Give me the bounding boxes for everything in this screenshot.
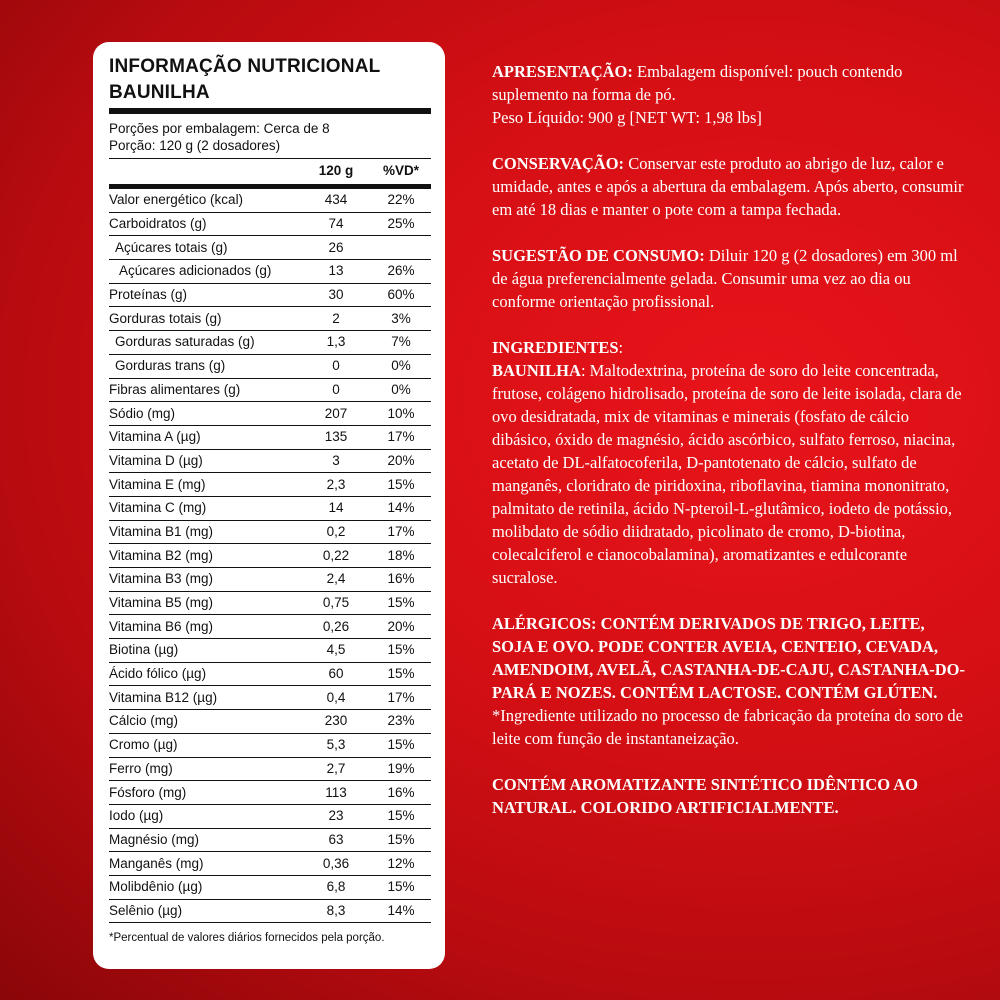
nutrient-vd: 3% (371, 307, 431, 331)
nutrient-qty: 230 (301, 710, 371, 734)
nutrient-name: Vitamina B12 (µg) (109, 686, 301, 710)
apresentacao-label: APRESENTAÇÃO: (492, 62, 633, 81)
ingredientes-label: INGREDIENTES (492, 338, 619, 357)
nutrient-qty: 2,3 (301, 473, 371, 497)
nutrient-vd: 17% (371, 425, 431, 449)
nutrient-name: Açúcares adicionados (g) (109, 260, 301, 284)
table-row (109, 354, 431, 378)
nutrition-table (109, 158, 431, 923)
conservacao-section (492, 152, 967, 221)
nutrient-qty: 26 (301, 236, 371, 260)
table-header-row (109, 159, 431, 187)
table-row (109, 757, 431, 781)
nutrient-qty: 6,8 (301, 875, 371, 899)
nutrient-name: Vitamina D (µg) (109, 449, 301, 473)
table-row (109, 781, 431, 805)
table-row (109, 260, 431, 284)
nutrient-vd: 18% (371, 544, 431, 568)
nutrient-qty: 0,2 (301, 520, 371, 544)
nutrient-name: Vitamina B6 (mg) (109, 615, 301, 639)
nutrient-vd: 25% (371, 212, 431, 236)
nutrient-qty: 14 (301, 496, 371, 520)
nutrient-vd: 16% (371, 568, 431, 592)
nutrient-name: Vitamina C (mg) (109, 496, 301, 520)
nutrient-name: Vitamina A (µg) (109, 425, 301, 449)
nutrient-vd: 0% (371, 354, 431, 378)
nutrient-name: Vitamina B3 (mg) (109, 568, 301, 592)
table-row (109, 283, 431, 307)
nutrient-vd: 15% (371, 733, 431, 757)
nutrition-facts-panel (93, 42, 445, 969)
nutrient-qty: 30 (301, 283, 371, 307)
nutrient-vd: 20% (371, 449, 431, 473)
serving-size: Porção: 120 g (2 dosadores) (109, 138, 281, 153)
nutrient-name: Gorduras totais (g) (109, 307, 301, 331)
nutrient-name: Selênio (µg) (109, 899, 301, 923)
header-qty: 120 g (301, 159, 371, 187)
table-row (109, 212, 431, 236)
nutrient-name: Biotina (µg) (109, 639, 301, 663)
nutrient-vd: 14% (371, 899, 431, 923)
table-row (109, 899, 431, 923)
nutrient-name: Gorduras saturadas (g) (109, 331, 301, 355)
header-nutrient (109, 159, 301, 187)
nutrient-name: Proteínas (g) (109, 283, 301, 307)
nutrient-qty: 434 (301, 187, 371, 213)
table-row (109, 639, 431, 663)
nutrient-qty: 0,26 (301, 615, 371, 639)
nutrient-qty: 135 (301, 425, 371, 449)
nutrient-qty: 60 (301, 662, 371, 686)
table-row (109, 402, 431, 426)
table-row (109, 686, 431, 710)
table-row (109, 236, 431, 260)
nutrient-name: Magnésio (mg) (109, 828, 301, 852)
table-row (109, 875, 431, 899)
table-row (109, 615, 431, 639)
nutrient-name: Vitamina B5 (mg) (109, 591, 301, 615)
nutrient-vd: 15% (371, 473, 431, 497)
nutrient-vd: 26% (371, 260, 431, 284)
nutrient-vd: 14% (371, 496, 431, 520)
nutrient-vd: 60% (371, 283, 431, 307)
nutrient-vd: 15% (371, 875, 431, 899)
sugestao-label: SUGESTÃO DE CONSUMO: (492, 246, 705, 265)
nutrient-vd: 15% (371, 639, 431, 663)
nutrient-vd: 22% (371, 187, 431, 213)
table-row (109, 473, 431, 497)
ingredientes-section (492, 336, 967, 589)
nutrient-qty: 3 (301, 449, 371, 473)
footnote: *Percentual de valores diários fornecidos pela porção. (109, 932, 385, 945)
sugestao-section (492, 244, 967, 313)
nutrient-name: Cromo (µg) (109, 733, 301, 757)
sugestao-text: Diluir 120 g (2 dosadores) em 300 ml de água preferencialmente gelada. Consumir uma vez ao dia ou conforme orientação profissional. (492, 246, 958, 311)
table-row (109, 187, 431, 213)
nutrient-qty: 2,7 (301, 757, 371, 781)
baunilha-label: BAUNILHA (492, 361, 581, 380)
nutrient-name: Gorduras trans (g) (109, 354, 301, 378)
table-row (109, 710, 431, 734)
nutrient-vd: 10% (371, 402, 431, 426)
panel-title: INFORMAÇÃO NUTRICIONAL (109, 56, 381, 77)
table-row (109, 449, 431, 473)
nutrient-name: Vitamina E (mg) (109, 473, 301, 497)
table-row (109, 520, 431, 544)
nutrient-vd (371, 236, 431, 260)
alergicos-section (492, 612, 967, 750)
nutrient-vd: 17% (371, 520, 431, 544)
conservacao-text: Conservar este produto ao abrigo de luz, calor e umidade, antes e após a abertura da embalagem. Após aberto, consumir em até 18 dias e manter o pote com a tampa fechada. (492, 154, 964, 219)
nutrient-vd: 19% (371, 757, 431, 781)
nutrient-name: Valor energético (kcal) (109, 187, 301, 213)
table-row (109, 544, 431, 568)
table-row (109, 568, 431, 592)
nutrient-qty: 113 (301, 781, 371, 805)
nutrient-name: Carboidratos (g) (109, 212, 301, 236)
nutrient-name: Cálcio (mg) (109, 710, 301, 734)
nutrient-name: Molibdênio (µg) (109, 875, 301, 899)
table-row (109, 591, 431, 615)
nutrient-qty: 1,3 (301, 331, 371, 355)
nutrient-name: Fibras alimentares (g) (109, 378, 301, 402)
nutrient-name: Sódio (mg) (109, 402, 301, 426)
nutrient-name: Vitamina B2 (mg) (109, 544, 301, 568)
apresentacao-section (492, 60, 967, 129)
nutrient-vd: 15% (371, 591, 431, 615)
nutrient-name: Fósforo (mg) (109, 781, 301, 805)
aromatizante-text: CONTÉM AROMATIZANTE SINTÉTICO IDÊNTICO AO NATURAL. COLORIDO ARTIFICIALMENTE. (492, 775, 919, 817)
table-row (109, 828, 431, 852)
table-row (109, 307, 431, 331)
nutrient-vd: 0% (371, 378, 431, 402)
nutrient-qty: 23 (301, 804, 371, 828)
nutrient-name: Açúcares totais (g) (109, 236, 301, 260)
nutrient-name: Vitamina B1 (mg) (109, 520, 301, 544)
nutrient-vd: 17% (371, 686, 431, 710)
nutrient-qty: 74 (301, 212, 371, 236)
nutrient-qty: 0 (301, 354, 371, 378)
table-row (109, 662, 431, 686)
nutrient-vd: 16% (371, 781, 431, 805)
table-row (109, 733, 431, 757)
table-row (109, 804, 431, 828)
table-row (109, 425, 431, 449)
nutrient-qty: 2 (301, 307, 371, 331)
peso-liquido: Peso Líquido: 900 g [NET WT: 1,98 lbs] (492, 108, 762, 127)
nutrient-qty: 4,5 (301, 639, 371, 663)
nutrient-qty: 0,22 (301, 544, 371, 568)
nutrient-name: Manganês (mg) (109, 852, 301, 876)
product-info-text (492, 60, 967, 819)
nutrient-vd: 15% (371, 662, 431, 686)
ingredientes-colon: : (618, 338, 624, 357)
table-row (109, 378, 431, 402)
servings-per-pack: Porções por embalagem: Cerca de 8 (109, 121, 330, 136)
nutrient-vd: 7% (371, 331, 431, 355)
table-row (109, 331, 431, 355)
nutrient-name: Ferro (mg) (109, 757, 301, 781)
nutrient-vd: 20% (371, 615, 431, 639)
table-row (109, 852, 431, 876)
nutrient-vd: 15% (371, 804, 431, 828)
nutrition-table-body (109, 187, 431, 923)
nutrient-qty: 13 (301, 260, 371, 284)
nutrient-vd: 15% (371, 828, 431, 852)
conservacao-label: CONSERVAÇÃO: (492, 154, 625, 173)
nutrient-vd: 12% (371, 852, 431, 876)
flavor-title: BAUNILHA (109, 80, 431, 114)
apresentacao-text: Embalagem disponível: pouch contendo suplemento na forma de pó. (492, 62, 903, 104)
aromatizante-section (492, 773, 967, 819)
nutrient-qty: 207 (301, 402, 371, 426)
nutrient-qty: 5,3 (301, 733, 371, 757)
table-row (109, 496, 431, 520)
baunilha-ingredients: : Maltodextrina, proteína de soro do leite concentrada, frutose, colágeno hidrolisado, proteína de soro de leite isolada, clara de ovo desidratada, mix de vitaminas e minerais (fosfato de cálcio dibásico, óxido de magnésio, ácido ascórbico, sulfato ferroso, niacina, acetato de DL-alfatocoferila, D-pantotenato de cálcio, sulfato de manganês, cloridrato de piridoxina, riboflavina, tiamina mononitrato, palmitato de retinila, ácido N-pteroil-L-glutâmico, iodeto de potássio, molibdato de sódio diidratado, picolinato de cromo, D-biotina, colecalciferol e cianocobalamina), aromatizantes e edulcorante sucralose. (492, 361, 962, 587)
nutrient-qty: 2,4 (301, 568, 371, 592)
nutrient-qty: 0,36 (301, 852, 371, 876)
nutrient-qty: 63 (301, 828, 371, 852)
nutrient-qty: 0 (301, 378, 371, 402)
nutrient-qty: 8,3 (301, 899, 371, 923)
nutrient-vd: 23% (371, 710, 431, 734)
nutrient-name: Ácido fólico (µg) (109, 662, 301, 686)
header-vd: %VD* (371, 159, 431, 187)
nutrient-name: Iodo (µg) (109, 804, 301, 828)
nutrient-qty: 0,75 (301, 591, 371, 615)
nutrient-qty: 0,4 (301, 686, 371, 710)
alergicos-text: ALÉRGICOS: CONTÉM DERIVADOS DE TRIGO, LEITE, SOJA E OVO. PODE CONTER AVEIA, CENTEIO, CEVADA, AMENDOIM, AVELÃ, CASTANHA-DE-CAJU, CASTANHA-DO-PARÁ E NOZES. CONTÉM LACTOSE. CONTÉM GLÚTEN. (492, 614, 966, 702)
ingrediente-nota: *Ingrediente utilizado no processo de fabricação da proteína do soro de leite com função de instantaneização. (492, 706, 963, 748)
